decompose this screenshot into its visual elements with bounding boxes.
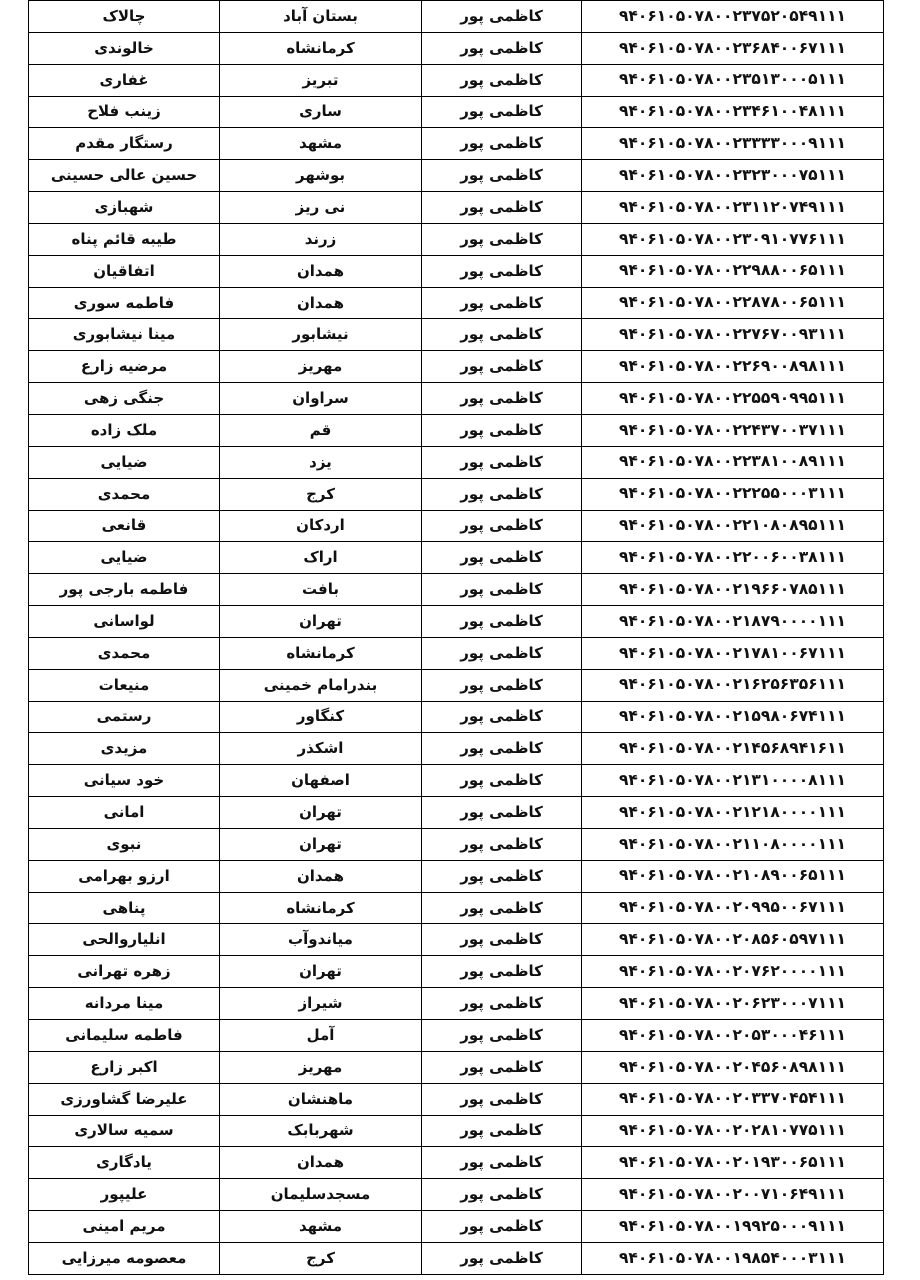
code-cell: ۹۴۰۶۱۰۵۰۷۸۰۰۲۱۳۱۰۰۰۰۸۱۱۱ bbox=[582, 765, 884, 797]
city-cell: کرمانشاه bbox=[220, 32, 422, 64]
city-cell: همدان bbox=[220, 255, 422, 287]
table-row bbox=[29, 128, 884, 160]
company-cell: کاظمی پور bbox=[422, 1051, 582, 1083]
code-cell: ۹۴۰۶۱۰۵۰۷۸۰۰۱۹۸۵۴۰۰۰۳۱۱۱ bbox=[582, 1242, 884, 1274]
city-cell: تبریز bbox=[220, 64, 422, 96]
person-name-cell: مینا مردانه bbox=[29, 988, 220, 1020]
code-cell: ۹۴۰۶۱۰۵۰۷۸۰۰۲۰۰۷۱۰۶۴۹۱۱۱ bbox=[582, 1179, 884, 1211]
city-cell: کرمانشاه bbox=[220, 637, 422, 669]
code-cell: ۹۴۰۶۱۰۵۰۷۸۰۰۲۳۱۱۲۰۷۴۹۱۱۱ bbox=[582, 192, 884, 224]
company-cell: کاظمی پور bbox=[422, 1242, 582, 1274]
table-row bbox=[29, 892, 884, 924]
city-cell: تهران bbox=[220, 956, 422, 988]
company-cell: کاظمی پور bbox=[422, 96, 582, 128]
person-name-cell: جنگی زهی bbox=[29, 383, 220, 415]
city-cell: اصفهان bbox=[220, 765, 422, 797]
person-name-cell: ملک زاده bbox=[29, 414, 220, 446]
company-cell: کاظمی پور bbox=[422, 192, 582, 224]
company-cell: کاظمی پور bbox=[422, 860, 582, 892]
city-cell: تهران bbox=[220, 606, 422, 638]
code-cell: ۹۴۰۶۱۰۵۰۷۸۰۰۲۱۶۲۵۶۳۵۶۱۱۱ bbox=[582, 669, 884, 701]
company-cell: کاظمی پور bbox=[422, 956, 582, 988]
company-cell: کاظمی پور bbox=[422, 1147, 582, 1179]
code-cell: ۹۴۰۶۱۰۵۰۷۸۰۰۲۲۰۰۶۰۰۳۸۱۱۱ bbox=[582, 542, 884, 574]
code-cell: ۹۴۰۶۱۰۵۰۷۸۰۰۲۲۲۵۵۰۰۰۳۱۱۱ bbox=[582, 478, 884, 510]
person-name-cell: خود سیانی bbox=[29, 765, 220, 797]
code-cell: ۹۴۰۶۱۰۵۰۷۸۰۰۲۲۳۸۱۰۰۸۹۱۱۱ bbox=[582, 446, 884, 478]
city-cell: شیراز bbox=[220, 988, 422, 1020]
table-row bbox=[29, 1051, 884, 1083]
table-row bbox=[29, 828, 884, 860]
company-cell: کاظمی پور bbox=[422, 574, 582, 606]
company-cell: کاظمی پور bbox=[422, 223, 582, 255]
city-cell: نیشابور bbox=[220, 319, 422, 351]
code-cell: ۹۴۰۶۱۰۵۰۷۸۰۰۲۳۳۳۳۰۰۰۹۱۱۱ bbox=[582, 128, 884, 160]
code-cell: ۹۴۰۶۱۰۵۰۷۸۰۰۲۲۶۹۰۰۸۹۸۱۱۱ bbox=[582, 351, 884, 383]
person-name-cell: ضیایی bbox=[29, 542, 220, 574]
city-cell: زرند bbox=[220, 223, 422, 255]
company-cell: کاظمی پور bbox=[422, 510, 582, 542]
person-name-cell: منیعات bbox=[29, 669, 220, 701]
company-cell: کاظمی پور bbox=[422, 478, 582, 510]
city-cell: ساری bbox=[220, 96, 422, 128]
person-name-cell: لواسانی bbox=[29, 606, 220, 638]
code-cell: ۹۴۰۶۱۰۵۰۷۸۰۰۲۰۴۵۶۰۸۹۸۱۱۱ bbox=[582, 1051, 884, 1083]
company-cell: کاظمی پور bbox=[422, 255, 582, 287]
table-body bbox=[29, 1, 884, 1275]
company-cell: کاظمی پور bbox=[422, 733, 582, 765]
table-row bbox=[29, 1083, 884, 1115]
table-row bbox=[29, 319, 884, 351]
table-row bbox=[29, 1242, 884, 1274]
city-cell: اردکان bbox=[220, 510, 422, 542]
table-row bbox=[29, 733, 884, 765]
table-row bbox=[29, 765, 884, 797]
table-row bbox=[29, 1211, 884, 1243]
table-row bbox=[29, 1, 884, 33]
city-cell: سراوان bbox=[220, 383, 422, 415]
code-cell: ۹۴۰۶۱۰۵۰۷۸۰۰۲۳۵۱۳۰۰۰۵۱۱۱ bbox=[582, 64, 884, 96]
person-name-cell: سمیه سالاری bbox=[29, 1115, 220, 1147]
code-cell: ۹۴۰۶۱۰۵۰۷۸۰۰۲۲۴۳۷۰۰۳۷۱۱۱ bbox=[582, 414, 884, 446]
person-name-cell: ارزو بهرامی bbox=[29, 860, 220, 892]
table-row bbox=[29, 669, 884, 701]
person-name-cell: اکبر زارع bbox=[29, 1051, 220, 1083]
table-row bbox=[29, 542, 884, 574]
person-name-cell: شهبازی bbox=[29, 192, 220, 224]
person-name-cell: حسین عالی حسینی bbox=[29, 160, 220, 192]
person-name-cell: یادگاری bbox=[29, 1147, 220, 1179]
company-cell: کاظمی پور bbox=[422, 160, 582, 192]
code-cell: ۹۴۰۶۱۰۵۰۷۸۰۰۲۲۷۶۷۰۰۹۳۱۱۱ bbox=[582, 319, 884, 351]
table-row bbox=[29, 956, 884, 988]
table-row bbox=[29, 414, 884, 446]
code-cell: ۹۴۰۶۱۰۵۰۷۸۰۰۲۳۰۹۱۰۷۷۶۱۱۱ bbox=[582, 223, 884, 255]
person-name-cell: مینا نیشابوری bbox=[29, 319, 220, 351]
code-cell: ۹۴۰۶۱۰۵۰۷۸۰۰۲۱۰۸۹۰۰۶۵۱۱۱ bbox=[582, 860, 884, 892]
table-row bbox=[29, 637, 884, 669]
city-cell: بستان آباد bbox=[220, 1, 422, 33]
person-name-cell: ضیایی bbox=[29, 446, 220, 478]
company-cell: کاظمی پور bbox=[422, 1179, 582, 1211]
code-cell: ۹۴۰۶۱۰۵۰۷۸۰۰۲۳۲۳۰۰۰۷۵۱۱۱ bbox=[582, 160, 884, 192]
person-name-cell: رستمی bbox=[29, 701, 220, 733]
person-name-cell: پناهی bbox=[29, 892, 220, 924]
person-name-cell: قانعی bbox=[29, 510, 220, 542]
city-cell: کنگاور bbox=[220, 701, 422, 733]
company-cell: کاظمی پور bbox=[422, 606, 582, 638]
person-name-cell: طیبه قائم پناه bbox=[29, 223, 220, 255]
table-row bbox=[29, 383, 884, 415]
person-name-cell: علیرضا گشاورزی bbox=[29, 1083, 220, 1115]
person-name-cell: غفاری bbox=[29, 64, 220, 96]
table-row bbox=[29, 606, 884, 638]
code-cell: ۹۴۰۶۱۰۵۰۷۸۰۰۲۱۸۷۹۰۰۰۰۱۱۱ bbox=[582, 606, 884, 638]
table-row bbox=[29, 351, 884, 383]
city-cell: مهریز bbox=[220, 1051, 422, 1083]
table-row bbox=[29, 446, 884, 478]
person-name-cell: امانی bbox=[29, 797, 220, 829]
table-row bbox=[29, 1179, 884, 1211]
city-cell: بافت bbox=[220, 574, 422, 606]
person-name-cell: مریم امینی bbox=[29, 1211, 220, 1243]
person-name-cell: زهره تهرانی bbox=[29, 956, 220, 988]
records-table bbox=[28, 0, 884, 1275]
code-cell: ۹۴۰۶۱۰۵۰۷۸۰۰۲۰۵۳۰۰۰۴۶۱۱۱ bbox=[582, 1020, 884, 1052]
city-cell: یزد bbox=[220, 446, 422, 478]
table-row bbox=[29, 96, 884, 128]
city-cell: نی ریز bbox=[220, 192, 422, 224]
company-cell: کاظمی پور bbox=[422, 1083, 582, 1115]
city-cell: آمل bbox=[220, 1020, 422, 1052]
table-row bbox=[29, 32, 884, 64]
code-cell: ۹۴۰۶۱۰۵۰۷۸۰۰۲۳۷۵۲۰۵۴۹۱۱۱ bbox=[582, 1, 884, 33]
city-cell: اراک bbox=[220, 542, 422, 574]
company-cell: کاظمی پور bbox=[422, 351, 582, 383]
person-name-cell: زینب فلاح bbox=[29, 96, 220, 128]
city-cell: بوشهر bbox=[220, 160, 422, 192]
code-cell: ۹۴۰۶۱۰۵۰۷۸۰۰۲۰۱۹۳۰۰۶۵۱۱۱ bbox=[582, 1147, 884, 1179]
company-cell: کاظمی پور bbox=[422, 64, 582, 96]
code-cell: ۹۴۰۶۱۰۵۰۷۸۰۰۲۰۸۵۶۰۵۹۷۱۱۱ bbox=[582, 924, 884, 956]
city-cell: مسجدسلیمان bbox=[220, 1179, 422, 1211]
city-cell: تهران bbox=[220, 797, 422, 829]
company-cell: کاظمی پور bbox=[422, 1115, 582, 1147]
city-cell: ماهنشان bbox=[220, 1083, 422, 1115]
person-name-cell: انلیاروالحی bbox=[29, 924, 220, 956]
company-cell: کاظمی پور bbox=[422, 988, 582, 1020]
company-cell: کاظمی پور bbox=[422, 637, 582, 669]
person-name-cell: علیپور bbox=[29, 1179, 220, 1211]
code-cell: ۹۴۰۶۱۰۵۰۷۸۰۰۲۱۱۰۸۰۰۰۰۱۱۱ bbox=[582, 828, 884, 860]
person-name-cell: مرضیه زارع bbox=[29, 351, 220, 383]
person-name-cell: نبوی bbox=[29, 828, 220, 860]
company-cell: کاظمی پور bbox=[422, 797, 582, 829]
code-cell: ۹۴۰۶۱۰۵۰۷۸۰۰۲۳۶۸۴۰۰۶۷۱۱۱ bbox=[582, 32, 884, 64]
city-cell: کرمانشاه bbox=[220, 892, 422, 924]
company-cell: کاظمی پور bbox=[422, 765, 582, 797]
person-name-cell: اتفاقیان bbox=[29, 255, 220, 287]
company-cell: کاظمی پور bbox=[422, 669, 582, 701]
company-cell: کاظمی پور bbox=[422, 1211, 582, 1243]
person-name-cell: محمدی bbox=[29, 637, 220, 669]
code-cell: ۹۴۰۶۱۰۵۰۷۸۰۰۲۲۵۵۹۰۹۹۵۱۱۱ bbox=[582, 383, 884, 415]
city-cell: تهران bbox=[220, 828, 422, 860]
city-cell: قم bbox=[220, 414, 422, 446]
table-row bbox=[29, 160, 884, 192]
company-cell: کاظمی پور bbox=[422, 287, 582, 319]
city-cell: اشکذر bbox=[220, 733, 422, 765]
table-row bbox=[29, 1147, 884, 1179]
table-row bbox=[29, 255, 884, 287]
company-cell: کاظمی پور bbox=[422, 542, 582, 574]
table-row bbox=[29, 1115, 884, 1147]
person-name-cell: رستگار مقدم bbox=[29, 128, 220, 160]
company-cell: کاظمی پور bbox=[422, 892, 582, 924]
city-cell: کرج bbox=[220, 478, 422, 510]
table-row bbox=[29, 510, 884, 542]
company-cell: کاظمی پور bbox=[422, 828, 582, 860]
table-row bbox=[29, 223, 884, 255]
table-row bbox=[29, 701, 884, 733]
person-name-cell: فاطمه سلیمانی bbox=[29, 1020, 220, 1052]
code-cell: ۹۴۰۶۱۰۵۰۷۸۰۰۲۱۹۶۶۰۷۸۵۱۱۱ bbox=[582, 574, 884, 606]
company-cell: کاظمی پور bbox=[422, 701, 582, 733]
company-cell: کاظمی پور bbox=[422, 1020, 582, 1052]
code-cell: ۹۴۰۶۱۰۵۰۷۸۰۰۲۰۹۹۵۰۰۶۷۱۱۱ bbox=[582, 892, 884, 924]
city-cell: کرج bbox=[220, 1242, 422, 1274]
person-name-cell: چالاک bbox=[29, 1, 220, 33]
company-cell: کاظمی پور bbox=[422, 414, 582, 446]
code-cell: ۹۴۰۶۱۰۵۰۷۸۰۰۲۱۲۱۸۰۰۰۰۱۱۱ bbox=[582, 797, 884, 829]
person-name-cell: فاطمه سوری bbox=[29, 287, 220, 319]
code-cell: ۹۴۰۶۱۰۵۰۷۸۰۰۲۳۴۶۱۰۰۴۸۱۱۱ bbox=[582, 96, 884, 128]
city-cell: مشهد bbox=[220, 128, 422, 160]
table-row bbox=[29, 924, 884, 956]
table-row bbox=[29, 1020, 884, 1052]
city-cell: همدان bbox=[220, 1147, 422, 1179]
company-cell: کاظمی پور bbox=[422, 128, 582, 160]
person-name-cell: محمدی bbox=[29, 478, 220, 510]
company-cell: کاظمی پور bbox=[422, 1, 582, 33]
table-row bbox=[29, 64, 884, 96]
code-cell: ۹۴۰۶۱۰۵۰۷۸۰۰۲۰۲۸۱۰۷۷۵۱۱۱ bbox=[582, 1115, 884, 1147]
person-name-cell: مزیدی bbox=[29, 733, 220, 765]
code-cell: ۹۴۰۶۱۰۵۰۷۸۰۰۲۲۸۷۸۰۰۶۵۱۱۱ bbox=[582, 287, 884, 319]
table-row bbox=[29, 860, 884, 892]
code-cell: ۹۴۰۶۱۰۵۰۷۸۰۰۲۰۷۶۲۰۰۰۰۱۱۱ bbox=[582, 956, 884, 988]
city-cell: همدان bbox=[220, 287, 422, 319]
city-cell: همدان bbox=[220, 860, 422, 892]
city-cell: مهریز bbox=[220, 351, 422, 383]
code-cell: ۹۴۰۶۱۰۵۰۷۸۰۰۲۲۱۰۸۰۸۹۵۱۱۱ bbox=[582, 510, 884, 542]
person-name-cell: خالوندی bbox=[29, 32, 220, 64]
person-name-cell: معصومه میرزایی bbox=[29, 1242, 220, 1274]
company-cell: کاظمی پور bbox=[422, 446, 582, 478]
person-name-cell: فاطمه بارجی پور bbox=[29, 574, 220, 606]
table-row bbox=[29, 988, 884, 1020]
table-row bbox=[29, 574, 884, 606]
code-cell: ۹۴۰۶۱۰۵۰۷۸۰۰۲۱۵۹۸۰۶۷۴۱۱۱ bbox=[582, 701, 884, 733]
code-cell: ۹۴۰۶۱۰۵۰۷۸۰۰۲۰۳۳۷۰۴۵۴۱۱۱ bbox=[582, 1083, 884, 1115]
code-cell: ۹۴۰۶۱۰۵۰۷۸۰۰۱۹۹۲۵۰۰۰۹۱۱۱ bbox=[582, 1211, 884, 1243]
table-row bbox=[29, 797, 884, 829]
company-cell: کاظمی پور bbox=[422, 319, 582, 351]
company-cell: کاظمی پور bbox=[422, 32, 582, 64]
city-cell: شهربابک bbox=[220, 1115, 422, 1147]
company-cell: کاظمی پور bbox=[422, 924, 582, 956]
company-cell: کاظمی پور bbox=[422, 383, 582, 415]
code-cell: ۹۴۰۶۱۰۵۰۷۸۰۰۲۰۶۲۳۰۰۰۷۱۱۱ bbox=[582, 988, 884, 1020]
city-cell: مشهد bbox=[220, 1211, 422, 1243]
code-cell: ۹۴۰۶۱۰۵۰۷۸۰۰۲۱۴۵۶۸۹۴۱۶۱۱ bbox=[582, 733, 884, 765]
table-row bbox=[29, 478, 884, 510]
code-cell: ۹۴۰۶۱۰۵۰۷۸۰۰۲۲۹۸۸۰۰۶۵۱۱۱ bbox=[582, 255, 884, 287]
table-row bbox=[29, 192, 884, 224]
table-row bbox=[29, 287, 884, 319]
code-cell: ۹۴۰۶۱۰۵۰۷۸۰۰۲۱۷۸۱۰۰۶۷۱۱۱ bbox=[582, 637, 884, 669]
city-cell: بندرامام خمینی bbox=[220, 669, 422, 701]
document-sheet bbox=[28, 0, 884, 1275]
city-cell: میاندوآب bbox=[220, 924, 422, 956]
